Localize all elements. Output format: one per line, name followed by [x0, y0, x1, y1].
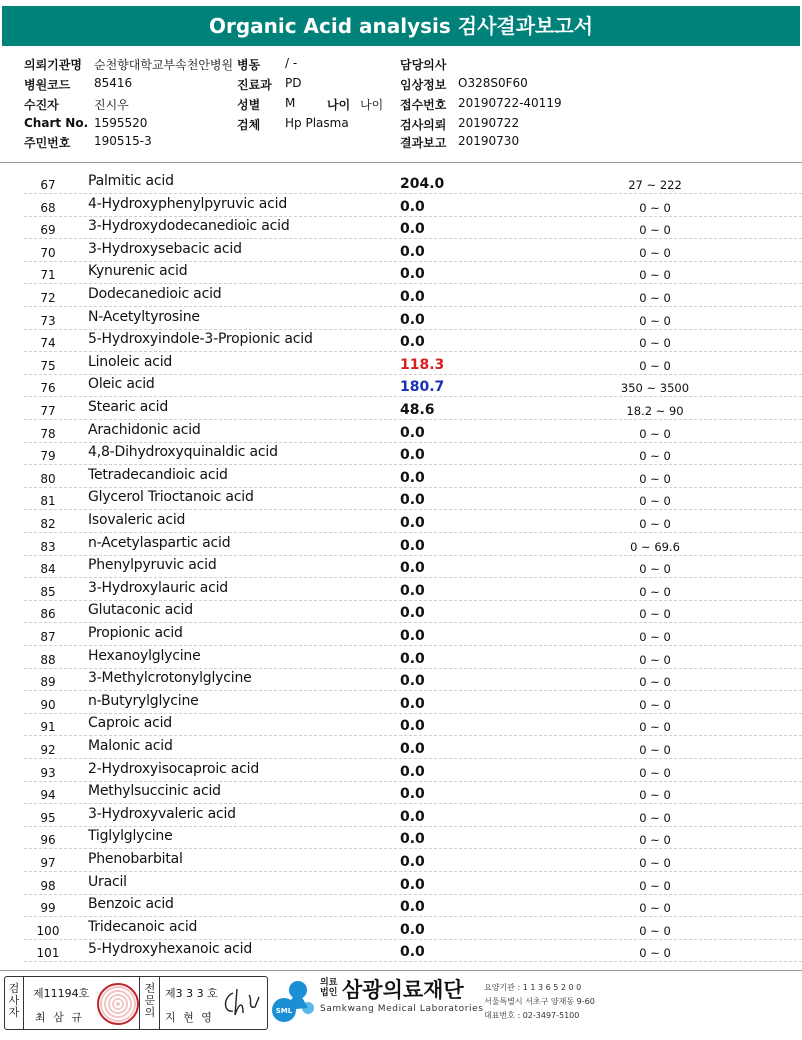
analyte-name: 2-Hydroxyisocaproic acid — [88, 760, 260, 777]
header-field-value: 20190722 — [458, 116, 520, 130]
header-field-value: M — [285, 96, 296, 110]
result-value: 0.0 — [400, 786, 425, 803]
result-value: 0.0 — [400, 266, 425, 283]
result-value: 0.0 — [400, 831, 425, 848]
result-value: 0.0 — [400, 311, 425, 328]
row-number: 82 — [40, 517, 56, 531]
header-field — [237, 76, 302, 93]
analyte-name: Palmitic acid — [88, 173, 174, 189]
analyte-name: Propionic acid — [88, 625, 183, 641]
table-row — [0, 669, 802, 692]
table-row — [0, 308, 802, 331]
analyte-name: 3-Hydroxyvaleric acid — [88, 805, 236, 822]
result-value: 0.0 — [400, 695, 425, 712]
result-value: 0.0 — [400, 198, 425, 215]
row-number: 95 — [40, 810, 56, 825]
inspector-seal — [97, 983, 139, 1025]
reference-range: 0 ~ 0 — [639, 720, 671, 735]
reference-range: 0 ~ 0 — [639, 607, 671, 622]
header-field-label: 병원코드 — [24, 78, 71, 92]
header-field-value: 순천향대학교부속천안병원 — [94, 58, 234, 72]
result-value: 0.0 — [400, 537, 425, 554]
row-number: 90 — [40, 697, 56, 712]
header-field — [400, 134, 520, 151]
reference-range: 0 ~ 0 — [639, 946, 671, 961]
header-field-label: 검사의뢰 — [400, 118, 447, 132]
analyte-name: 3-Hydroxysebacic acid — [88, 240, 242, 257]
analyte-name: 3-Methylcrotonylglycine — [88, 670, 252, 687]
analyte-name: 5-Hydroxyindole-3-Propionic acid — [88, 331, 313, 348]
inspector-name: 최 삼 규 — [35, 1011, 84, 1024]
header-field — [400, 56, 446, 73]
result-value: 0.0 — [400, 650, 425, 667]
header-field-value: 190515-3 — [94, 134, 152, 148]
header-field-value: PD — [285, 76, 302, 90]
reference-range: 0 ~ 0 — [639, 268, 671, 283]
table-row — [0, 398, 802, 421]
result-value: 0.0 — [400, 582, 425, 599]
header-field-label: 담당의사 — [400, 58, 447, 72]
result-value: 0.0 — [400, 673, 425, 690]
row-number: 87 — [40, 630, 56, 644]
row-number: 80 — [40, 471, 56, 486]
table-row — [0, 940, 802, 963]
row-number: 88 — [40, 652, 56, 667]
analyte-name: Stearic acid — [88, 399, 169, 415]
header-field-value: 85416 — [94, 76, 133, 90]
row-number: 70 — [40, 245, 56, 260]
specialist-label: 전문의 — [144, 982, 156, 1019]
table-row — [0, 534, 802, 557]
header-field — [237, 96, 296, 113]
row-number: 100 — [36, 923, 60, 938]
reference-range: 0 ~ 0 — [639, 697, 671, 712]
reference-range: 0 ~ 0 — [639, 901, 671, 916]
header-field-label: 접수번호 — [400, 98, 447, 112]
reference-range: 0 ~ 0 — [639, 517, 671, 531]
header-field — [24, 134, 152, 151]
analyte-name: Linoleic acid — [88, 353, 173, 370]
row-number: 92 — [40, 743, 56, 757]
sig-divider — [159, 977, 160, 1029]
reference-range: 0 ~ 0 — [639, 584, 671, 599]
result-value: 0.0 — [400, 560, 425, 577]
table-row — [0, 217, 802, 240]
reference-range: 0 ~ 0 — [639, 313, 671, 328]
table-row — [0, 760, 802, 783]
result-value: 0.0 — [400, 469, 425, 486]
table-row — [0, 714, 802, 737]
header-field — [24, 96, 129, 113]
table-row — [0, 330, 802, 353]
header-field-label: 검체 — [237, 118, 261, 132]
table-row — [0, 172, 802, 195]
org-info-line: 대표번호 : 02-3497-5100 — [484, 1011, 580, 1020]
analyte-name: Glutaconic acid — [88, 602, 193, 619]
inspector-label: 검사자 — [8, 982, 20, 1019]
reference-range: 0 ~ 0 — [639, 675, 671, 690]
header-divider — [0, 162, 802, 163]
analyte-name: Kynurenic acid — [88, 263, 188, 280]
reference-range: 0 ~ 0 — [639, 743, 671, 757]
row-number: 99 — [40, 901, 56, 916]
header-field — [24, 116, 148, 130]
result-value: 0.0 — [400, 515, 425, 531]
sml-logo-text: SML — [275, 1007, 293, 1015]
header-field-label: 수진자 — [24, 98, 59, 112]
reference-range: 0 ~ 0 — [639, 471, 671, 486]
table-row — [0, 195, 802, 218]
sig-divider — [139, 977, 140, 1029]
table-row — [0, 782, 802, 805]
result-value: 0.0 — [400, 447, 425, 464]
table-row — [0, 488, 802, 511]
row-number: 69 — [40, 223, 56, 238]
header-field — [237, 116, 349, 133]
table-row — [0, 601, 802, 624]
row-number: 91 — [40, 720, 56, 735]
result-value: 204.0 — [400, 176, 445, 192]
header-field-value: 진시우 — [94, 98, 129, 112]
table-row — [0, 579, 802, 602]
table-row — [0, 873, 802, 896]
specialist-name: 지 현 영 — [165, 1011, 214, 1024]
analyte-name: 4,8-Dihydroxyquinaldic acid — [88, 444, 278, 461]
header-age-label: 나이 — [327, 98, 351, 112]
result-value: 0.0 — [400, 718, 425, 735]
table-row — [0, 375, 802, 398]
reference-range: 0 ~ 0 — [639, 200, 671, 215]
header-field-value: 20190730 — [458, 134, 520, 148]
analyte-name: n-Acetylaspartic acid — [88, 534, 231, 551]
result-value: 0.0 — [400, 876, 425, 893]
analyte-name: Arachidonic acid — [88, 421, 201, 438]
result-value: 0.0 — [400, 808, 425, 825]
signature-icon — [219, 985, 263, 1021]
reference-range: 0 ~ 0 — [639, 856, 671, 870]
row-number: 72 — [40, 291, 56, 305]
header-field-value: 1595520 — [94, 116, 148, 130]
header-age — [327, 96, 383, 113]
analyte-name: Methylsuccinic acid — [88, 783, 221, 800]
row-number: 74 — [40, 336, 56, 351]
footer-divider — [0, 970, 802, 971]
analyte-name: Tridecanoic acid — [88, 918, 198, 935]
row-number: 78 — [40, 426, 56, 441]
analyte-name: Tiglylglycine — [88, 828, 173, 845]
analyte-name: Phenobarbital — [88, 851, 183, 867]
result-value: 0.0 — [400, 334, 425, 351]
org-info-line: 요양기관 : 1 1 3 6 5 2 0 0 — [484, 983, 582, 992]
analyte-name: 3-Hydroxydodecanedioic acid — [88, 218, 290, 235]
analyte-name: Uracil — [88, 873, 127, 890]
row-number: 81 — [40, 494, 56, 509]
analyte-name: Benzoic acid — [88, 896, 174, 913]
specialist-license: 제3 3 3 호 — [165, 987, 218, 1000]
row-number: 75 — [40, 358, 56, 373]
table-row — [0, 443, 802, 466]
reference-range: 0 ~ 0 — [639, 562, 671, 577]
result-value: 0.0 — [400, 221, 425, 238]
reference-range: 0 ~ 0 — [639, 223, 671, 238]
row-number: 98 — [40, 878, 56, 893]
header-field-value: Hp Plasma — [285, 116, 349, 130]
reference-range: 0 ~ 0 — [639, 765, 671, 780]
reference-range: 0 ~ 0 — [639, 358, 671, 373]
analyte-name: Malonic acid — [88, 738, 173, 754]
analyte-name: Dodecanedioic acid — [88, 286, 222, 302]
table-row — [0, 624, 802, 647]
header-age-value: 나이 — [360, 98, 384, 112]
analyte-name: Oleic acid — [88, 376, 155, 393]
header-field-label: 의뢰기관명 — [24, 58, 82, 72]
org-name-en: Samkwang Medical Laboratories — [320, 1004, 484, 1014]
result-value: 0.0 — [400, 921, 425, 938]
row-number: 77 — [40, 404, 56, 418]
analyte-name: n-Butyrylglycine — [88, 692, 199, 709]
org-info-line: 서울특별시 서초구 양재동 9-60 — [484, 997, 595, 1006]
result-value: 0.0 — [400, 854, 425, 870]
row-number: 67 — [40, 178, 56, 192]
reference-range: 18.2 ~ 90 — [626, 404, 684, 418]
row-divider — [24, 961, 802, 962]
header-field — [400, 76, 528, 93]
header-field-label: 임상정보 — [400, 78, 447, 92]
analyte-name: Glycerol Trioctanoic acid — [88, 489, 254, 506]
table-row — [0, 805, 802, 828]
reference-range: 0 ~ 0 — [639, 336, 671, 351]
reference-range: 0 ~ 69.6 — [630, 539, 680, 554]
row-number: 97 — [40, 856, 56, 870]
reference-range: 0 ~ 0 — [639, 878, 671, 893]
table-row — [0, 466, 802, 489]
table-row — [0, 827, 802, 850]
reference-range: 350 ~ 3500 — [620, 381, 690, 396]
row-number: 84 — [40, 562, 56, 577]
table-row — [0, 737, 802, 760]
inspector-license: 제11194호 — [33, 987, 90, 1000]
analyte-name: 3-Hydroxylauric acid — [88, 579, 228, 596]
result-value: 180.7 — [400, 379, 445, 396]
result-value: 0.0 — [400, 605, 425, 622]
header-field-label: 결과보고 — [400, 136, 447, 150]
row-number: 101 — [36, 946, 60, 961]
reference-range: 0 ~ 0 — [639, 652, 671, 667]
report-title: Organic Acid analysis 검사결과보고서 — [2, 6, 800, 46]
result-value: 0.0 — [400, 243, 425, 260]
org-name: 삼광의료재단 — [342, 978, 464, 1002]
reference-range: 0 ~ 0 — [639, 788, 671, 803]
result-value: 0.0 — [400, 289, 425, 305]
row-number: 85 — [40, 584, 56, 599]
sml-logo-icon — [270, 978, 316, 1024]
row-number: 76 — [40, 381, 56, 396]
row-number: 96 — [40, 833, 56, 848]
header-field — [400, 116, 520, 133]
analyte-name: Isovaleric acid — [88, 512, 186, 528]
table-row — [0, 511, 802, 534]
reference-range: 0 ~ 0 — [639, 923, 671, 938]
result-value: 0.0 — [400, 763, 425, 780]
reference-range: 0 ~ 0 — [639, 449, 671, 464]
result-value: 0.0 — [400, 741, 425, 757]
header-field-value: / - — [285, 56, 298, 70]
row-number: 71 — [40, 268, 56, 283]
row-number: 79 — [40, 449, 56, 464]
table-row — [0, 918, 802, 941]
reference-range: 27 ~ 222 — [628, 178, 682, 192]
reference-range: 0 ~ 0 — [639, 810, 671, 825]
analyte-name: Phenylpyruvic acid — [88, 557, 217, 574]
header-field — [24, 56, 234, 73]
header-field — [400, 96, 562, 113]
table-row — [0, 692, 802, 715]
signature-box — [4, 976, 268, 1030]
sig-divider — [23, 977, 24, 1029]
table-row — [0, 556, 802, 579]
header-field — [24, 76, 133, 93]
result-value: 0.0 — [400, 628, 425, 644]
table-row — [0, 262, 802, 285]
row-number: 93 — [40, 765, 56, 780]
header-field-label: Chart No. — [24, 116, 89, 130]
table-row — [0, 421, 802, 444]
result-value: 0.0 — [400, 424, 425, 441]
reference-range: 0 ~ 0 — [639, 291, 671, 305]
table-row — [0, 285, 802, 308]
reference-range: 0 ~ 0 — [639, 630, 671, 644]
reference-range: 0 ~ 0 — [639, 494, 671, 509]
analyte-name: 5-Hydroxyhexanoic acid — [88, 941, 253, 958]
org-prefix: 의료법인 — [320, 978, 338, 998]
analyte-name: 4-Hydroxyphenylpyruvic acid — [88, 195, 288, 212]
row-number: 73 — [40, 313, 56, 328]
row-number: 94 — [40, 788, 56, 803]
result-value: 0.0 — [400, 492, 425, 509]
analyte-name: Tetradecandioic acid — [88, 466, 228, 483]
table-row — [0, 850, 802, 873]
reference-range: 0 ~ 0 — [639, 245, 671, 260]
row-number: 86 — [40, 607, 56, 622]
reference-range: 0 ~ 0 — [639, 833, 671, 848]
table-row — [0, 895, 802, 918]
row-number: 68 — [40, 200, 56, 215]
analyte-name: N-Acetyltyrosine — [88, 308, 200, 325]
table-row — [0, 240, 802, 263]
result-value: 0.0 — [400, 899, 425, 916]
row-number: 83 — [40, 539, 56, 554]
reference-range: 0 ~ 0 — [639, 426, 671, 441]
result-value: 48.6 — [400, 402, 435, 418]
header-field-label: 병동 — [237, 58, 261, 72]
result-value: 118.3 — [400, 356, 445, 373]
header-field-value: O328S0F60 — [458, 76, 528, 90]
table-row — [0, 353, 802, 376]
analyte-name: Caproic acid — [88, 715, 172, 732]
header-field-label: 성별 — [237, 98, 261, 112]
header-field-label: 주민번호 — [24, 136, 71, 150]
table-row — [0, 647, 802, 670]
header-field — [237, 56, 298, 73]
header-field-label: 진료과 — [237, 78, 272, 92]
result-value: 0.0 — [400, 944, 425, 961]
row-number: 89 — [40, 675, 56, 690]
analyte-name: Hexanoylglycine — [88, 647, 201, 664]
header-field-value: 20190722-40119 — [458, 96, 562, 110]
